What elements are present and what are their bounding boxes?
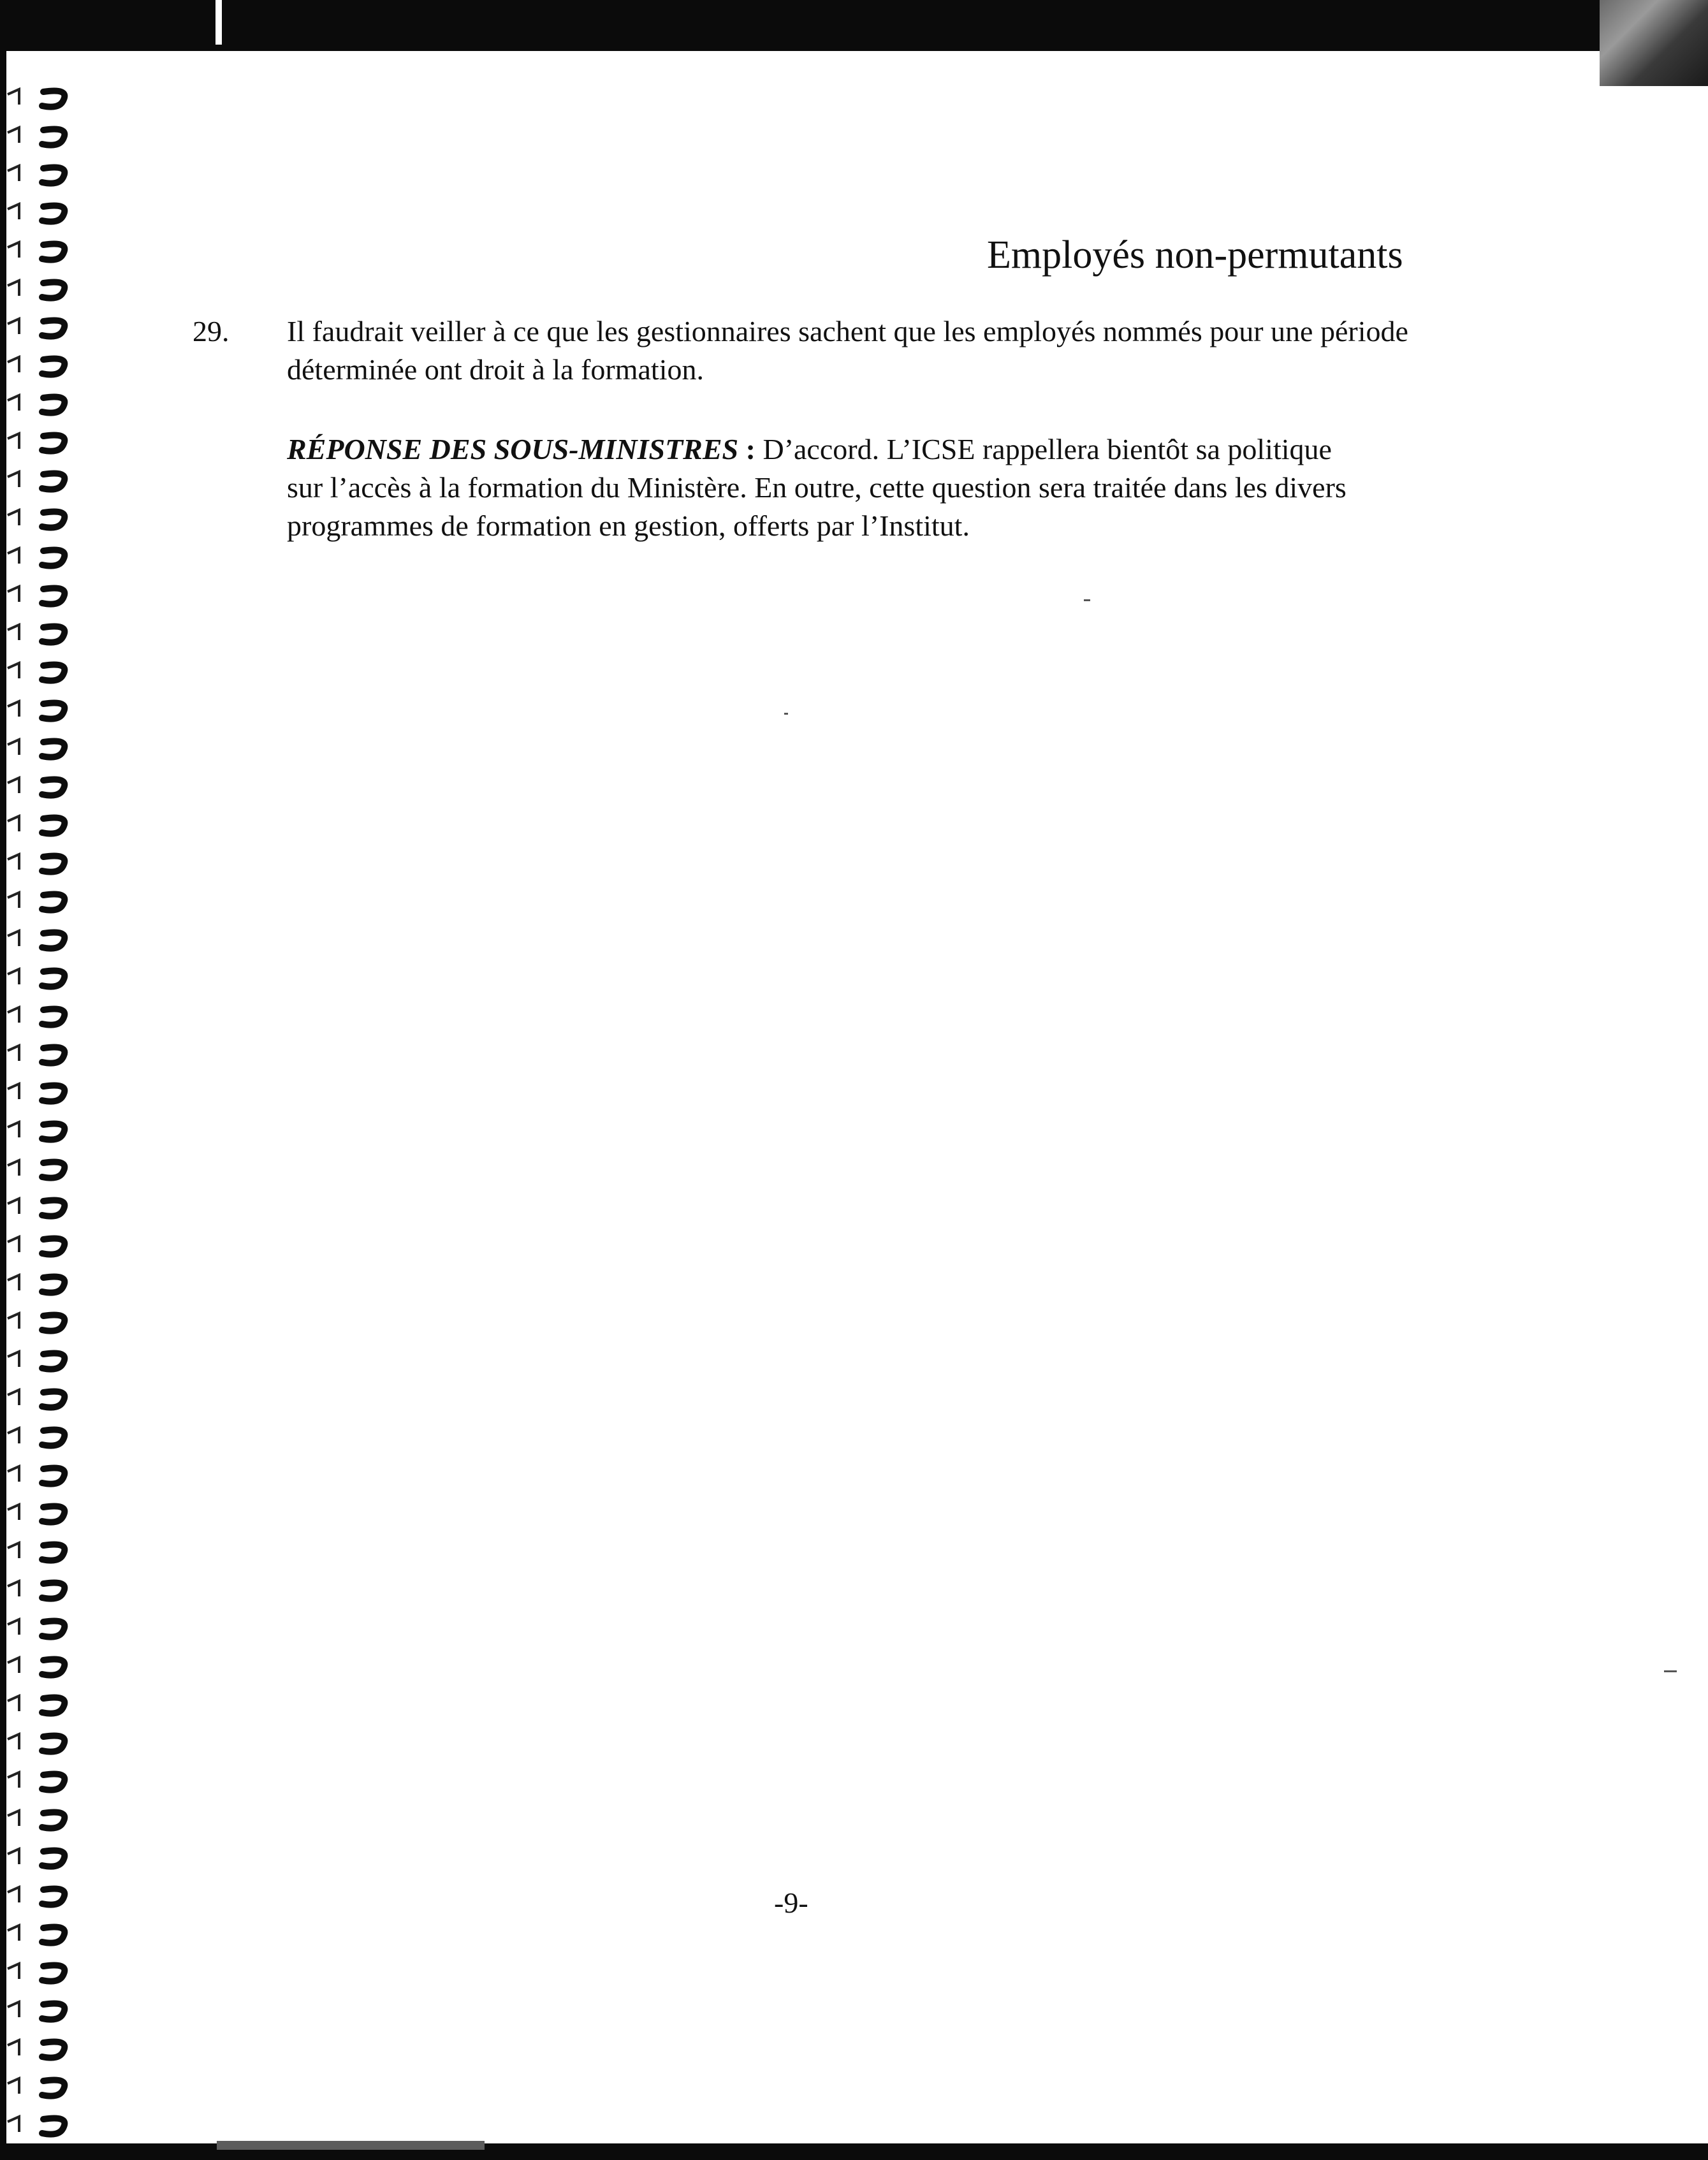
binding-loop: [8, 740, 64, 757]
binding-loop: [8, 319, 64, 337]
binding-loop: [8, 701, 64, 719]
scan-top-border: [0, 0, 1708, 51]
spiral-binding: [0, 51, 89, 2143]
scan-artifact: [215, 0, 222, 45]
binding-loop: [8, 242, 64, 260]
binding-loop: [8, 1352, 64, 1369]
binding-loop: [8, 1543, 64, 1561]
binding-loop: [8, 1925, 64, 1943]
binding-loop: [8, 1619, 64, 1637]
binding-loop: [8, 1160, 64, 1178]
scan-artifact: [217, 2141, 485, 2150]
binding-loop: [8, 166, 64, 184]
response-text: D’accord. L’ICSE rappellera bientôt sa politique: [755, 433, 1332, 465]
binding-loop: [8, 1428, 64, 1446]
binding-loop: [8, 1046, 64, 1063]
binding-loop: [8, 1658, 64, 1675]
binding-loop: [8, 893, 64, 910]
binding-loop: [8, 472, 64, 490]
binding-loop: [8, 1122, 64, 1140]
binding-loop: [8, 969, 64, 987]
binding-loop: [8, 2040, 64, 2058]
item-number: 29.: [193, 315, 230, 347]
binding-loop: [8, 1964, 64, 1981]
binding-loop: [8, 1084, 64, 1102]
binding-loop: [8, 1734, 64, 1752]
binding-loop: [8, 1237, 64, 1255]
binding-loop: [8, 89, 64, 107]
binding-loop: [8, 587, 64, 604]
scan-speck: [784, 713, 788, 715]
binding-loop: [8, 1390, 64, 1408]
binding-loop: [8, 1313, 64, 1331]
binding-loop: [8, 1811, 64, 1828]
binding-loop: [8, 1466, 64, 1484]
binding-loop: [8, 128, 64, 145]
binding-loop: [8, 434, 64, 451]
binding-loop: [8, 281, 64, 298]
binding-loop: [8, 1887, 64, 1905]
binding-loop: [8, 510, 64, 528]
scan-speck: [1664, 1670, 1677, 1672]
item-text: [287, 312, 1562, 389]
scan-corner-shadow: [1600, 0, 1708, 86]
binding-loop: [8, 625, 64, 643]
binding-loop: [8, 2078, 64, 2096]
binding-loop: [8, 357, 64, 375]
binding-loop: [8, 816, 64, 834]
response-line: sur l’accès à la formation du Ministère. En outre, cette question sera traitée dans les divers: [287, 471, 1347, 504]
binding-loop: [8, 1696, 64, 1714]
binding-loop: [8, 1275, 64, 1293]
binding-loop: [8, 2002, 64, 2020]
binding-loop: [8, 1505, 64, 1522]
binding-loop: [8, 854, 64, 872]
binding-loop: [8, 2117, 64, 2134]
binding-loop: [8, 1581, 64, 1599]
binding-loop: [8, 1849, 64, 1867]
binding-loop: [8, 1772, 64, 1790]
binding-loop: [8, 1007, 64, 1025]
page-number: -9-: [774, 1886, 808, 1919]
response-label: RÉPONSE DES SOUS-MINISTRES: [287, 433, 739, 465]
response-line: programmes de formation en gestion, offerts par l’Institut.: [287, 509, 970, 542]
item-text-line: Il faudrait veiller à ce que les gestionnaires sachent que les employés nommés pour une période: [287, 315, 1408, 347]
response-line: [287, 430, 1562, 469]
binding-loop: [8, 204, 64, 222]
section-title: Employés non-permutants: [987, 233, 1403, 277]
scan-speck: [1084, 599, 1090, 601]
binding-loop: [8, 663, 64, 681]
binding-loop: [8, 778, 64, 796]
binding-loop: [8, 548, 64, 566]
deputy-ministers-response: [287, 430, 1562, 545]
binding-loop: [8, 931, 64, 949]
item-text-line: déterminée ont droit à la formation.: [287, 353, 704, 386]
binding-loop: [8, 1199, 64, 1216]
binding-loop: [8, 395, 64, 413]
response-separator: :: [738, 433, 755, 465]
